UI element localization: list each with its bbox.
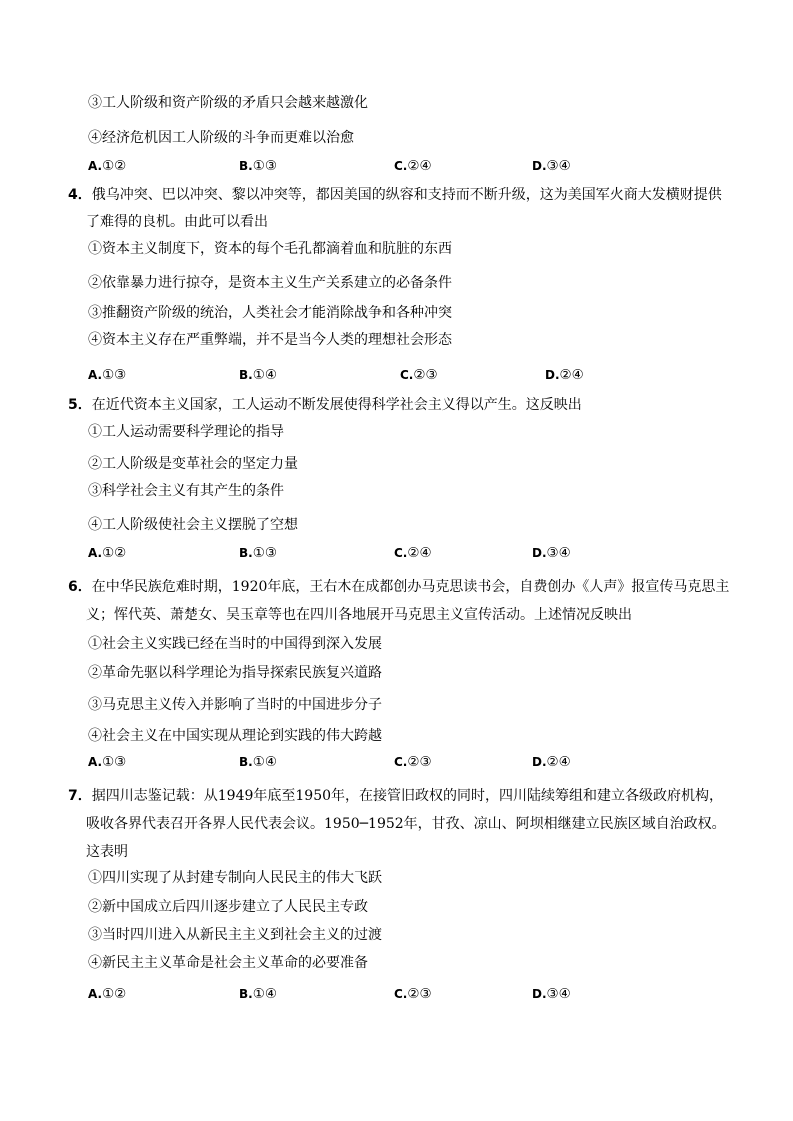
- q4-option-b[interactable]: B.①④: [239, 367, 277, 383]
- q6-statement-3: ③马克思主义传入并影响了当时的中国进步分子: [88, 697, 382, 713]
- q7-statement-1: ①四川实现了从封建专制向人民民主的伟大飞跃: [88, 870, 382, 886]
- q6-option-b[interactable]: B.①④: [239, 754, 277, 770]
- q3-option-b[interactable]: B.①③: [239, 158, 277, 174]
- q5-statement-4: ④工人阶级使社会主义摆脱了空想: [88, 517, 298, 533]
- q4-statement-2: ②依靠暴力进行掠夺，是资本主义生产关系建立的必备条件: [88, 275, 452, 291]
- q5-option-a[interactable]: A.①②: [88, 545, 127, 561]
- q5-option-d[interactable]: D.③④: [532, 545, 571, 561]
- q5-options: [88, 544, 648, 562]
- q6-statement-4: ④社会主义在中国实现从理论到实践的伟大跨越: [88, 728, 382, 744]
- q6-options: [88, 753, 648, 771]
- q7-options: [88, 985, 648, 1003]
- q4-stem-line-1: 4．俄乌冲突、巴以冲突、黎以冲突等，都因美国的纵容和支持而不断升级，这为美国军火商大发横财提供: [68, 187, 722, 203]
- q3-option-a[interactable]: A.①②: [88, 158, 127, 174]
- q4-options: [88, 366, 648, 384]
- q3-statement-3: ③工人阶级和资产阶级的矛盾只会越来越激化: [88, 95, 368, 111]
- q3-statement-4: ④经济危机因工人阶级的斗争而更难以治愈: [88, 130, 354, 146]
- q4-stem-line-2: 了难得的良机。由此可以看出: [86, 214, 268, 230]
- q5-number: 5．: [68, 397, 92, 413]
- q6-stem-line-1: 6．在中华民族危难时期，1920年底，王右木在成都创办马克思读书会，自费创办《人声》报宣传马克思主: [68, 579, 730, 595]
- q7-stem-line-2: 吸收各界代表召开各界人民代表会议。1950─1952年，甘孜、凉山、阿坝相继建立民族区域自治政权。: [86, 816, 726, 832]
- q4-option-a[interactable]: A.①③: [88, 367, 127, 383]
- q3-option-c[interactable]: C.②④: [394, 158, 432, 174]
- q7-statement-4: ④新民主主义革命是社会主义革命的必要准备: [88, 955, 368, 971]
- q7-number: 7．: [68, 788, 92, 804]
- q6-stem-line-2: 义；恽代英、萧楚女、吴玉章等也在四川各地展开马克思主义宣传活动。上述情况反映出: [86, 607, 632, 623]
- q7-option-d[interactable]: D.③④: [532, 986, 571, 1002]
- q6-option-c[interactable]: C.②③: [394, 754, 432, 770]
- q5-statement-3: ③科学社会主义有其产生的条件: [88, 483, 284, 499]
- q6-option-d[interactable]: D.②④: [532, 754, 571, 770]
- q7-stem-line-1: 7．据四川志鉴记载：从1949年底至1950年，在接管旧政权的同时，四川陆续筹组和建立各级政府机构，: [68, 788, 724, 804]
- q7-statement-2: ②新中国成立后四川逐步建立了人民民主专政: [88, 899, 368, 915]
- q4-option-c[interactable]: C.②③: [400, 367, 438, 383]
- q6-option-a[interactable]: A.①③: [88, 754, 127, 770]
- q4-statement-1: ①资本主义制度下，资本的每个毛孔都滴着血和肮脏的东西: [88, 241, 452, 257]
- q5-statement-2: ②工人阶级是变革社会的坚定力量: [88, 456, 298, 472]
- q6-statement-2: ②革命先驱以科学理论为指导探索民族复兴道路: [88, 665, 382, 681]
- q7-statement-3: ③当时四川进入从新民主主义到社会主义的过渡: [88, 927, 382, 943]
- q5-option-c[interactable]: C.②④: [394, 545, 432, 561]
- q5-statement-1: ①工人运动需要科学理论的指导: [88, 424, 284, 440]
- q7-option-c[interactable]: C.②③: [394, 986, 432, 1002]
- q6-number: 6．: [68, 579, 92, 595]
- q4-number: 4．: [68, 187, 92, 203]
- q3-options: [88, 157, 648, 175]
- q5-option-b[interactable]: B.①③: [239, 545, 277, 561]
- q7-option-b[interactable]: B.①④: [239, 986, 277, 1002]
- q7-option-a[interactable]: A.①②: [88, 986, 127, 1002]
- q5-stem-line-1: 5．在近代资本主义国家，工人运动不断发展使得科学社会主义得以产生。这反映出: [68, 397, 582, 413]
- q4-statement-4: ④资本主义存在严重弊端，并不是当今人类的理想社会形态: [88, 332, 452, 348]
- q6-statement-1: ①社会主义实践已经在当时的中国得到深入发展: [88, 636, 382, 652]
- q4-statement-3: ③推翻资产阶级的统治，人类社会才能消除战争和各种冲突: [88, 305, 452, 321]
- q4-option-d[interactable]: D.②④: [545, 367, 584, 383]
- q7-stem-line-3: 这表明: [86, 844, 128, 860]
- q3-option-d[interactable]: D.③④: [532, 158, 571, 174]
